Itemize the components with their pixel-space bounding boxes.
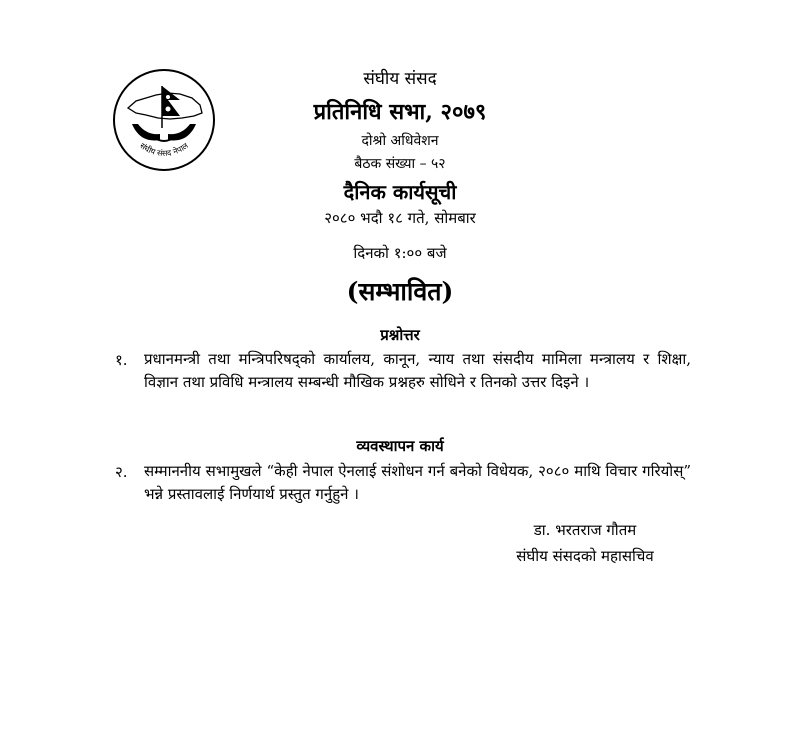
section-heading-legislation: व्यवस्थापन कार्य bbox=[356, 437, 444, 455]
org-name: संघीय संसद bbox=[363, 69, 437, 89]
item-number: २. bbox=[115, 463, 128, 481]
agenda-time: दिनको १:०० बजे bbox=[353, 244, 447, 262]
house-title: प्रतिनिधि सभा, २०७९ bbox=[313, 99, 487, 125]
section-heading-question-answer: प्रश्नोत्तर bbox=[380, 326, 420, 344]
agenda-status: (सम्भावित) bbox=[346, 277, 454, 306]
page-title: दैनिक कार्यसूची bbox=[343, 180, 457, 204]
agenda-date: २०८० भदौ १८ गते, सोमबार bbox=[324, 209, 476, 227]
signatory-name: डा. भरतराज गौतम bbox=[533, 521, 637, 539]
item-number: १. bbox=[115, 351, 128, 369]
signatory-position: संघीय संसदको महासचिव bbox=[516, 547, 654, 565]
emblem-caption: संघीय संसद नेपाल bbox=[138, 141, 190, 158]
agenda-item-text: सम्माननीय सभामुखले “केही नेपाल ऐनलाई संशोधन गर्न बनेको विधेयक, २०८० माथि विचार गरियोस्” भन्ने प्रस्तावलाई निर्णयार्थ प्रस्तुत गर्नुहुने । bbox=[144, 462, 691, 503]
meeting-number: बैठक संख्या – ५२ bbox=[354, 156, 446, 172]
agenda-item-text: प्रधानमन्त्री तथा मन्त्रिपरिषद्को कार्यालय, कानून, न्याय तथा संसदीय मामिला मन्त्रालय र शिक्षा, विज्ञान तथा प्रविधि मन्त्रालय सम्बन्धी मौखिक प्रश्नहरु सोधिने र तिनको उत्तर दिइने । bbox=[144, 350, 691, 391]
session-name: दोश्रो अधिवेशन bbox=[361, 133, 439, 149]
